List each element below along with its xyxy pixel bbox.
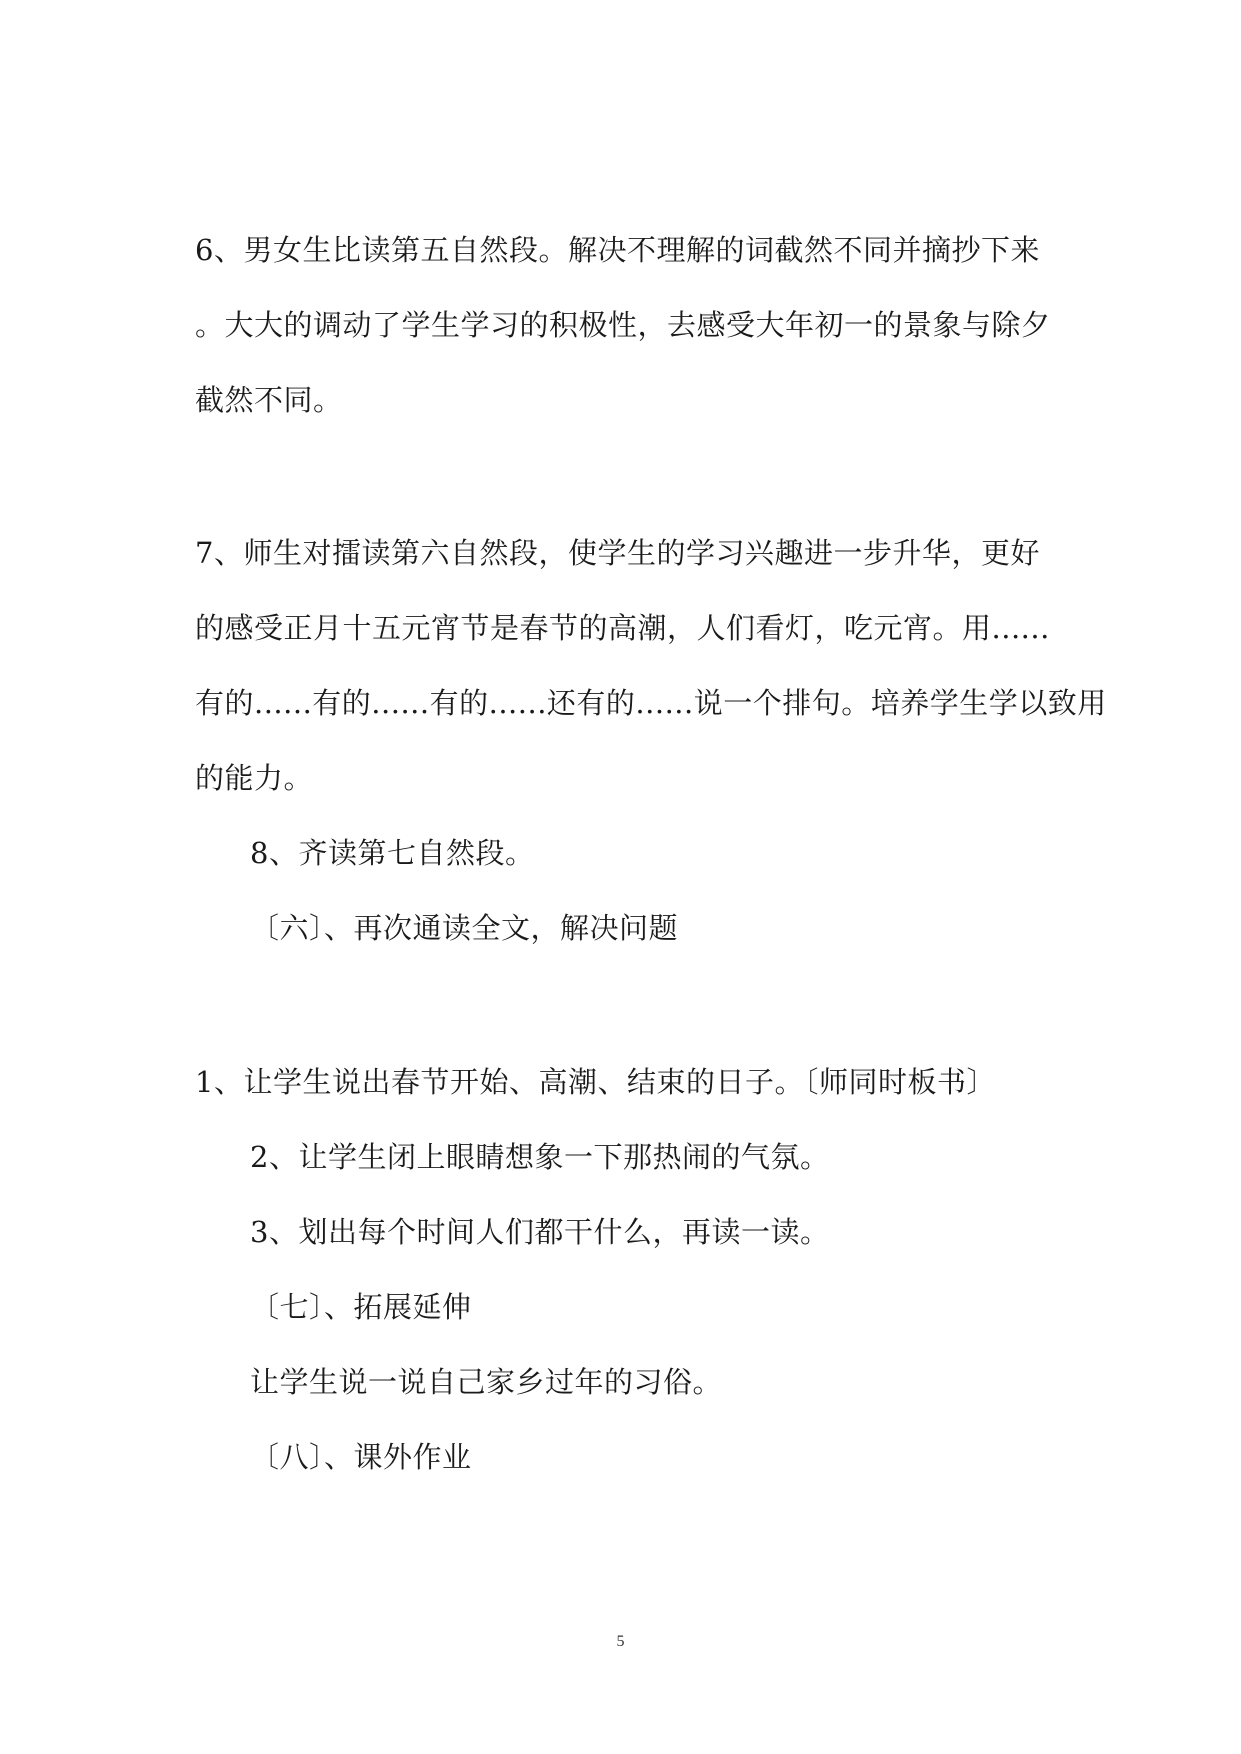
section-6-heading: 〔六〕、再次通读全文，解决问题 bbox=[250, 911, 679, 945]
paragraph-6-line-3: 截然不同。 bbox=[195, 383, 343, 417]
section-6-item-3: 3、划出每个时间人们都干什么，再读一读。 bbox=[250, 1215, 830, 1249]
page-number: 5 bbox=[616, 1633, 625, 1650]
paragraph-7-line-3: 有的......有的......有的......还有的......说一个排句。培养学生学以致用 bbox=[195, 686, 1107, 720]
paragraph-7-line-4: 的能力。 bbox=[195, 761, 314, 795]
paragraph-7-line-1: 7、师生对擂读第六自然段，使学生的学习兴趣进一步升华，更好 bbox=[195, 536, 1040, 570]
section-6-item-2: 2、让学生闭上眼睛想象一下那热闹的气氛。 bbox=[250, 1140, 830, 1174]
section-8-heading: 〔八〕、课外作业 bbox=[250, 1440, 472, 1474]
section-7-text: 让学生说一说自己家乡过年的习俗。 bbox=[250, 1365, 723, 1399]
paragraph-8: 8、齐读第七自然段。 bbox=[250, 836, 535, 870]
paragraph-6-line-1: 6、男女生比读第五自然段。解决不理解的词截然不同并摘抄下来 bbox=[195, 233, 1040, 267]
section-6-item-1: 1、让学生说出春节开始、高潮、结束的日子。〔师同时板书〕 bbox=[195, 1065, 996, 1099]
paragraph-7-line-2: 的感受正月十五元宵节是春节的高潮，人们看灯，吃元宵。用...... bbox=[195, 611, 1050, 645]
section-7-heading: 〔七〕、拓展延伸 bbox=[250, 1290, 472, 1324]
paragraph-6-line-2: 。大大的调动了学生学习的积极性，去感受大年初一的景象与除夕 bbox=[195, 308, 1051, 342]
